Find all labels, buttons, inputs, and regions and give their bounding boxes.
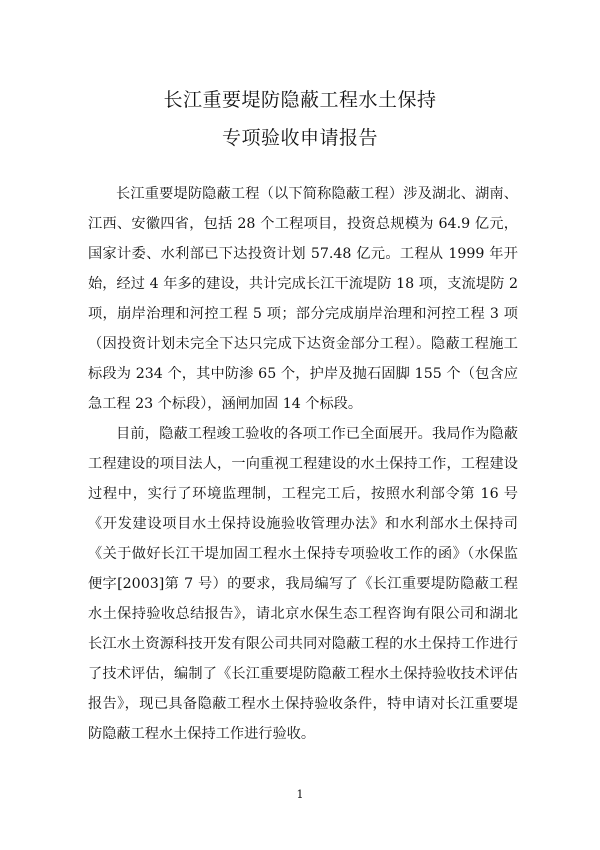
body-paragraph-1: 长江重要堤防隐蔽工程（以下简称隐蔽工程）涉及湖北、湖南、江西、安徽四省，包括 28 个工程项目，投资总规模为 64.9 亿元，国家计委、水利部已下达投资计划 57.48 亿元。工程从 1999 年开始，经过 4 年多的建设，共计完成长江干流堤防 18 项，支流堤防 2 项，崩岸治理和河控工程 5 项；部分完成崩岸治理和河控工程 3 项（因投资计划未完全下达只完成下达资金部分工程）。隐蔽工程施工标段为 234 个，其中防渗 65 个，护岸及抛石固脚 155 个（包含应急工程 23 个标段），涵闸加固 14 个标段。 <box>88 186 518 412</box>
body-paragraph-2: 目前，隐蔽工程竣工验收的各项工作已全面展开。我局作为隐蔽工程建设的项目法人，一向重视工程建设的水土保持工作，工程建设过程中，实行了环境监理制，工程完工后，按照水利部令第 16 号《开发建设项目水土保持设施验收管理办法》和水利部水土保持司《关于做好长江干堤加固工程水土保持专项验收工作的函》（水保监便字[2003]第 7 号）的要求，我局编写了《长江重要堤防隐蔽工程水土保持验收总结报告》，请北京水保生态工程咨询有限公司和湖北长江水土资源科技开发有限公司共同对隐蔽工程的水土保持工作进行了技术评估，编制了《长江重要堤防隐蔽工程水土保持验收技术评估报告》，现已具备隐蔽工程水土保持验收条件，特申请对长江重要堤防隐蔽工程水土保持工作进行验收。 <box>88 426 518 742</box>
document-title-line-2: 专项验收申请报告 <box>221 127 378 149</box>
document-title-line-1: 长江重要堤防隐蔽工程水土保持 <box>163 89 437 111</box>
page-number: 1 <box>296 788 304 801</box>
document-body <box>88 179 518 749</box>
